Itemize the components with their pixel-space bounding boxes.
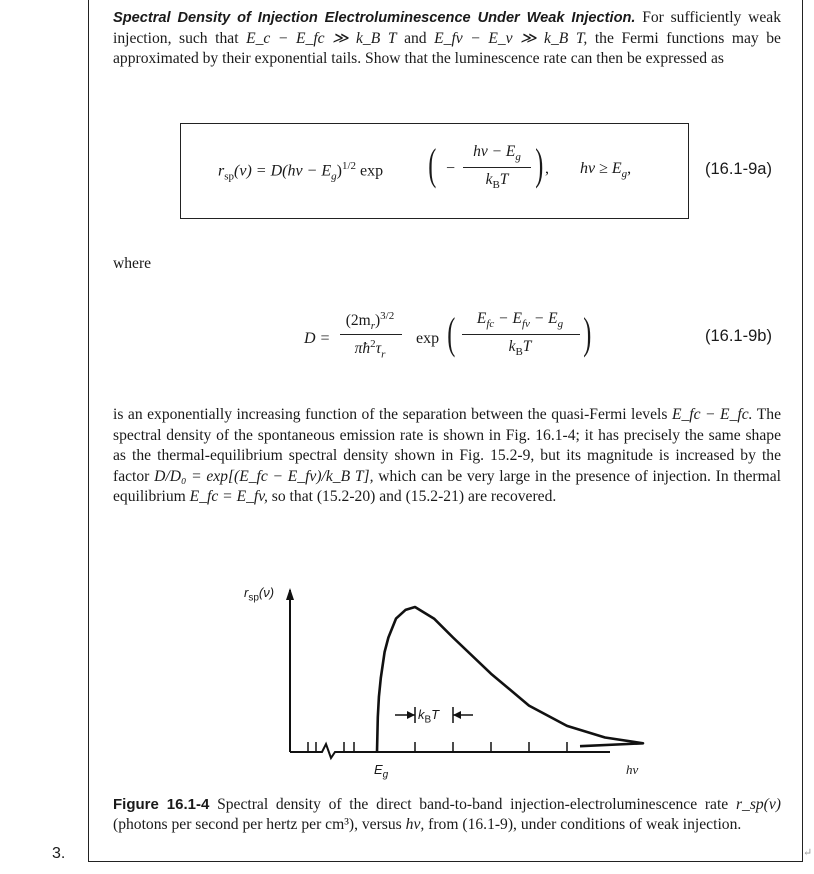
paren-right: ) [535,140,544,189]
kbt-label: $k_BT$ [418,707,440,726]
eq-b-exp-numerator: $E_{fc} - E_{fv} - E_g$ [476,310,564,331]
intro-text-1: For sufficiently weak injection, such that [113,9,781,47]
equation-a-lhs: $r_{sp}(\nu) = D(h\nu - E_g)^{1/2}$ exp [218,160,384,183]
spectral-density-curve [377,607,643,752]
paren-left: ( [428,140,437,189]
problem-title: Spectral Density of Injection Electroluminescence Under Weak Injection. [113,10,636,26]
caption-label: Figure 16.1-4 [113,796,210,813]
eq-b-denominator: $\pi ħ^2\tau_r$ [354,338,386,361]
eq-a-numerator: $h\nu - E_g$ [473,143,521,164]
eg-label: $E_g$ [374,762,389,781]
list-number: 3. [52,845,66,862]
condition-1: E_c − E_fc ≫ k_B T [246,29,397,47]
body-paragraph: is an exponentially increasing function of the separation between the quasi-Fermi levels E_fc − E_fc. The spectral density of the spontaneous emission rate is shown in Fig. 16.1-4; it has precisely the same shape as the thermal-equilibrium spectral density shown in Fig. 15.2-9, but its magnitude is increased by the factor D/D₀ = exp[(E_fc − E_fv)/k_B T], which can be very large in the presence of injection. In thermal equilibrium E_fc = E_fv, so that (15.2-20) and (15.2-21) are recovered. [113,406,781,505]
paren-b-right: ) [583,309,592,358]
eq-b-numerator: $(2m_r)^{3/2}$ [345,310,395,333]
eq-b-exp: exp [416,330,440,347]
eq-a-comma: , [545,160,549,177]
minus-sign: − [446,160,456,177]
eq-a-condition: $h\nu \ge E_g$, [580,160,632,181]
equation-b-number: (16.1-9b) [705,327,772,345]
x-axis-line [290,744,610,758]
equation-a-number: (16.1-9a) [705,160,772,178]
paren-b-left: ( [447,309,456,358]
where-label: where [113,255,152,272]
kbt-arrowhead-right [453,711,461,719]
y-axis-label: $r_{sp}(\nu)$ [244,585,275,604]
intro-and: and [404,29,427,47]
eq-b-exp-denominator: $k_BT$ [508,338,532,359]
plot-axes [286,588,610,758]
plot-curve-group [377,607,643,752]
kbt-arrowhead-left [407,711,415,719]
return-mark: ↵ [803,847,813,859]
y-axis-arrow [286,588,294,600]
eq-a-denominator: $k_BT$ [485,171,509,192]
figure-caption: Figure 16.1-4 Spectral density of the direct band-to-band injection-electroluminescence rate r_sp(ν) (photons per second per hertz per cm³), versus hν, from (16.1-9), under conditions of weak injection. [113,796,781,833]
condition-2: E_fv − E_v ≫ k_B T, [434,29,588,47]
intro-text-2: the Fermi functions may be approximated by their exponential tails. Show that the luminescence rate can then be expressed as [113,29,781,67]
equation-b-lhs: D = [304,330,331,347]
plot-ticks [308,742,567,752]
x-axis-label: hν [626,762,639,777]
